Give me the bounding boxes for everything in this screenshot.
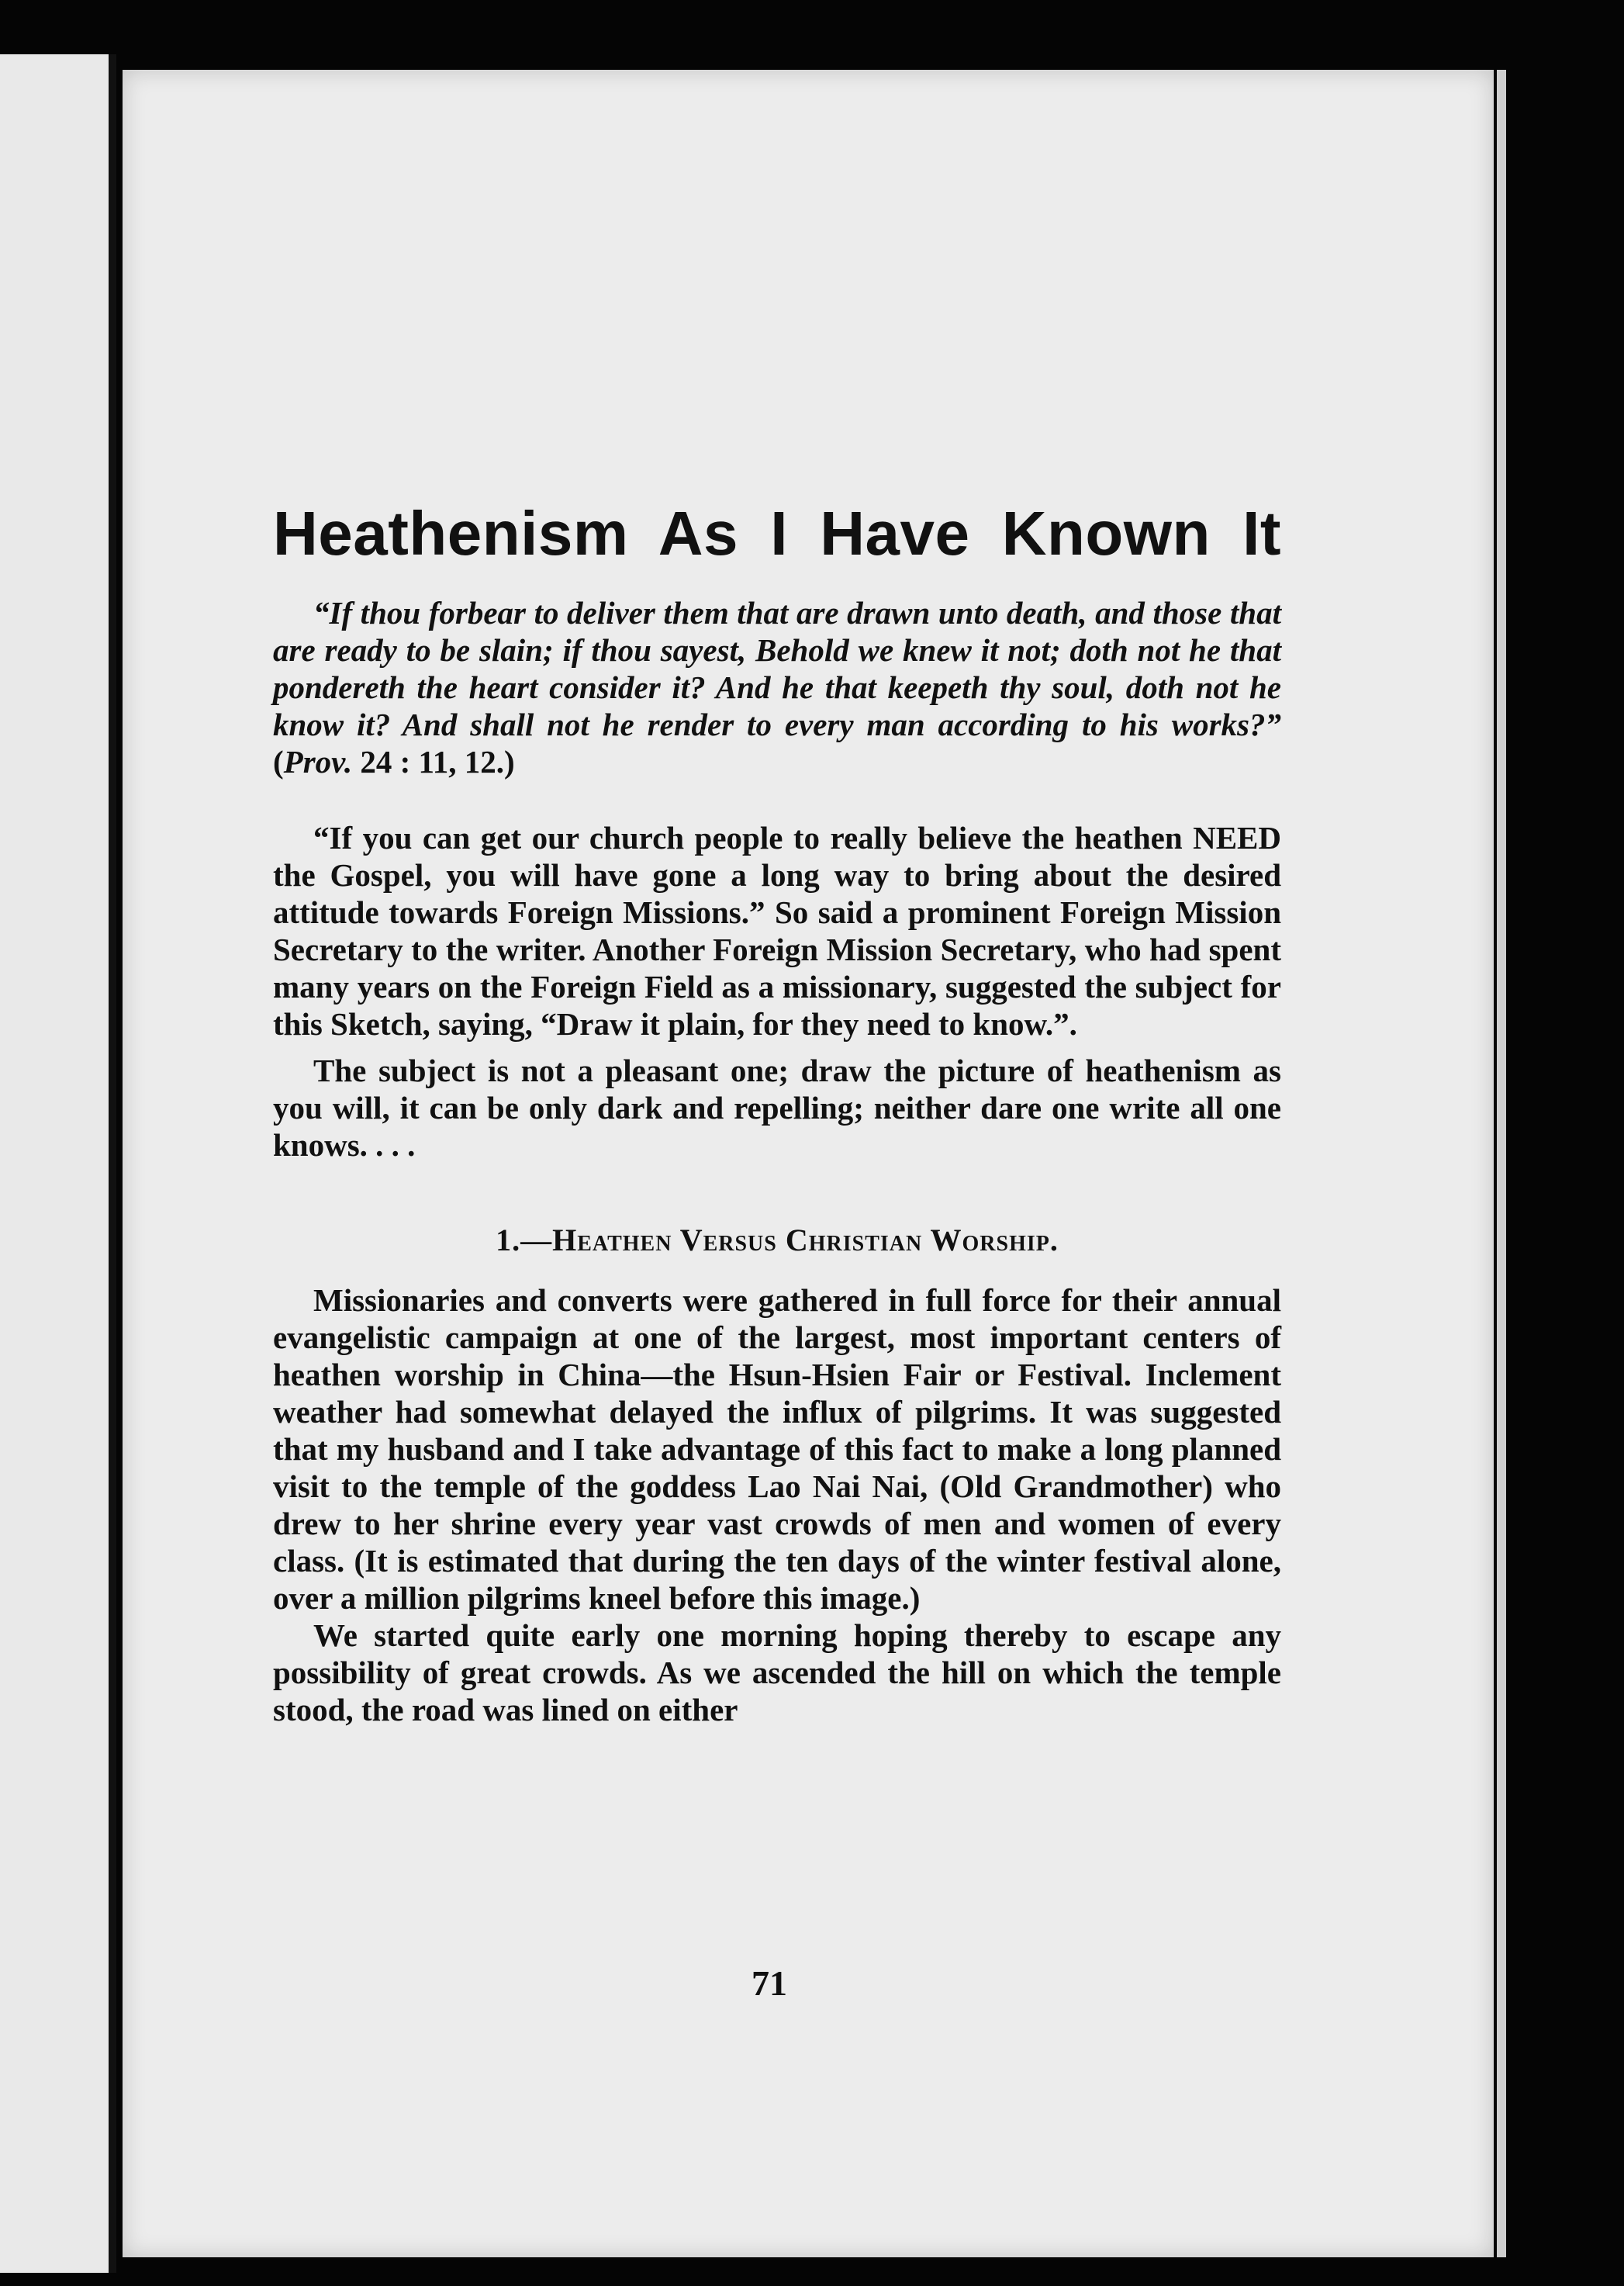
epigraph-citation: (Prov. 24 : 11, 12.) <box>273 744 515 780</box>
page-content <box>273 496 1281 1728</box>
epigraph <box>273 594 1281 780</box>
chapter-title: Heathenism As I Have Known It <box>273 499 1281 568</box>
section-heading: 1.—Heathen Versus Christian Worship. <box>496 1223 1059 1257</box>
section-paragraph-2: We started quite early one morning hoping thereby to escape any possibility of great crowds. As we ascended the hill on which the temple stood, the road was lined on either <box>273 1617 1281 1727</box>
citation-ref: 24 : 11, 12.) <box>352 744 515 780</box>
gutter-shadow <box>109 54 116 2273</box>
page-number: 71 <box>752 1963 787 2003</box>
section-paragraph-1: Missionaries and converts were gathered in full force for their annual evangelistic campaign at one of the largest, most important centers of heathen worship in China—the Hsun-Hsien Fair or Festival. Inclement weather had somewhat delayed the influx of pilgrims. It was suggested that my husband and I take advantage of this fact to make a long planned visit to the temple of the goddess Lao Nai Nai, (Old Grandmother) who drew to her shrine every year vast crowds of men and women of every class. (It is estimated that during the ten days of the winter festival alone, over a million pilgrims kneel before this image.) <box>273 1282 1281 1616</box>
intro-paragraph-1: “If you can get our church people to really believe the heathen NEED the Gospel, you will have gone a long way to bring about the desired attitude towards Foreign Missions.” So said a prominent Foreign Mission Secretary to the writer. Another Foreign Mission Secretary, who had spent many years on the Foreign Field as a missionary, suggested the subject for this Sketch, saying, “Draw it plain, for they need to know.”. <box>273 820 1281 1042</box>
page-edge <box>1497 70 1506 2257</box>
epigraph-text: “If thou forbear to deliver them that are drawn unto death, and those that are ready to be slain; if thou sayest, Behold we knew it not; doth not he that pondereth the heart consider it? And he that keepeth thy soul, doth not he know it? And shall not he render to every man according to his works?” <box>273 595 1281 742</box>
intro-paragraph-2: The subject is not a pleasant one; draw the picture of heathenism as you will, it can be only dark and repelling; neither dare one write all one knows. . . . <box>273 1053 1281 1163</box>
facing-page-strip <box>0 54 109 2273</box>
citation-book: Prov. <box>283 744 353 780</box>
